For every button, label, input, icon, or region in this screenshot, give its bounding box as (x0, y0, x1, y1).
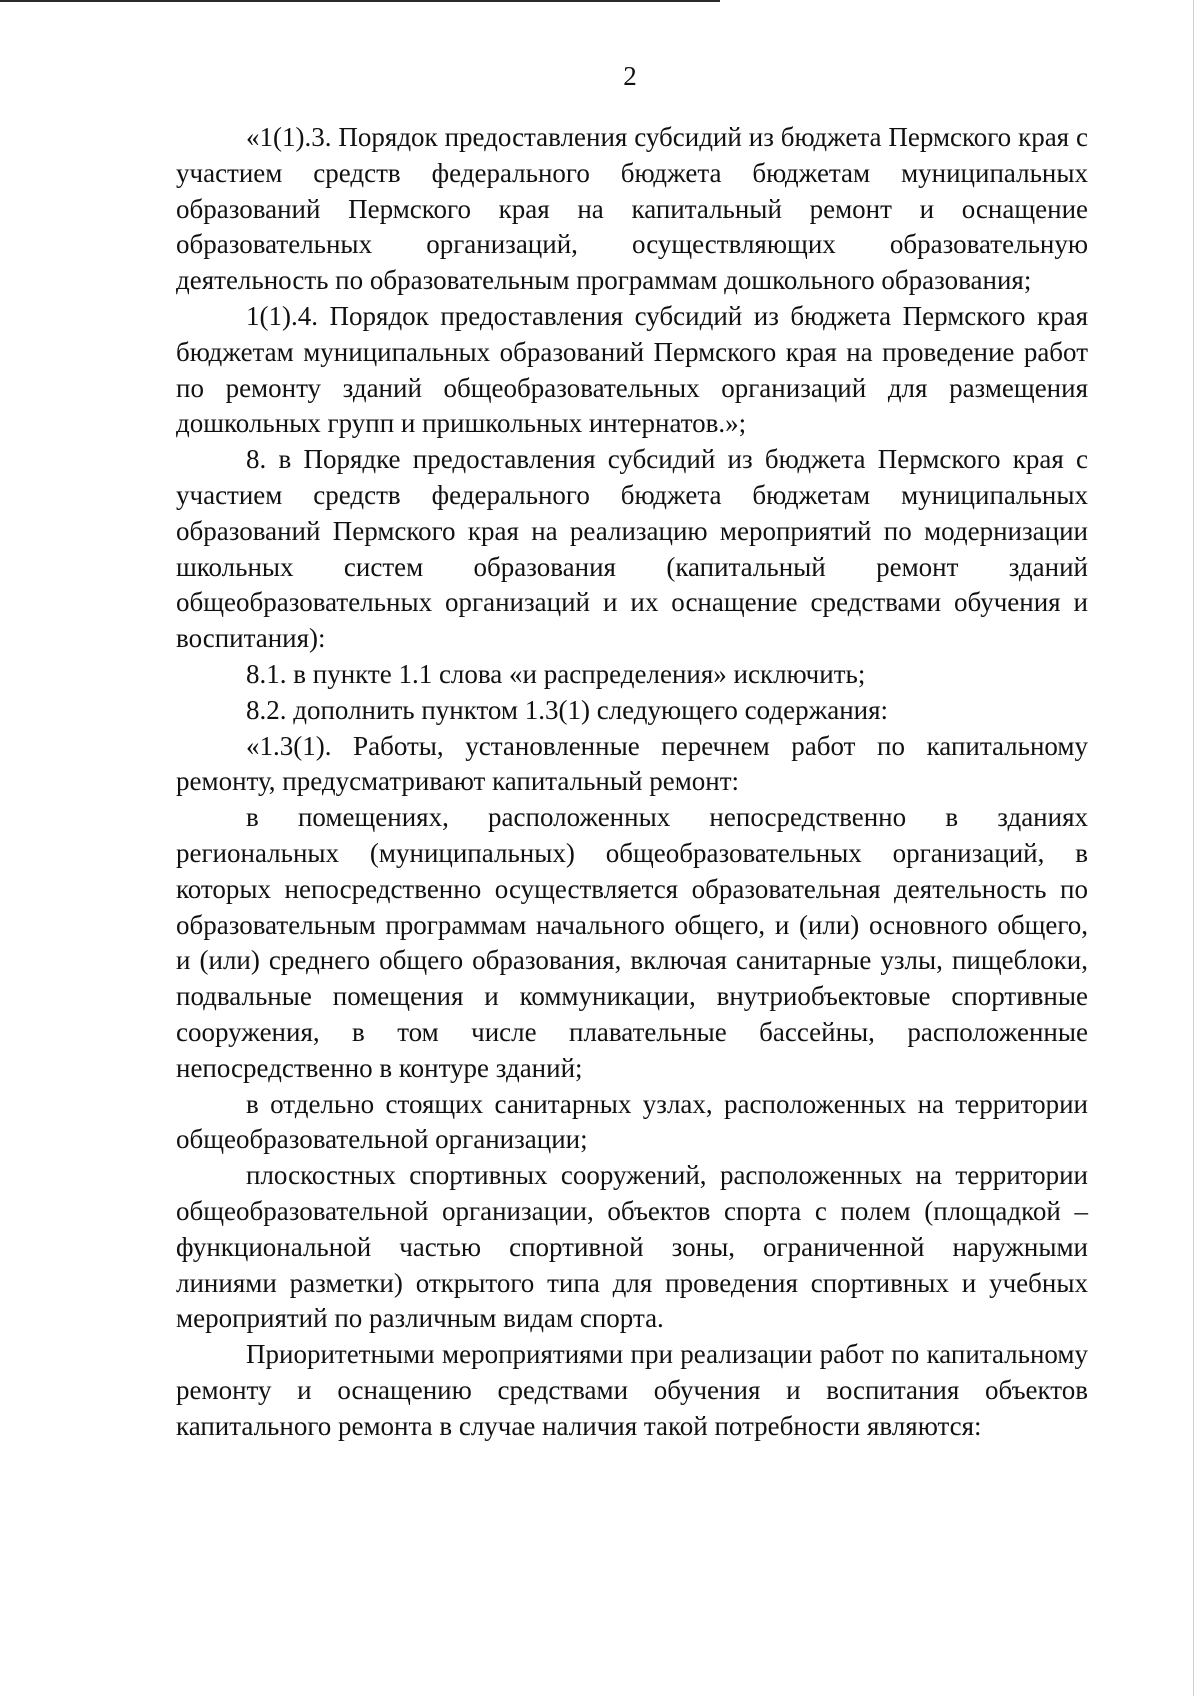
paragraph-8: 8. в Порядке предоставления субсидий из бюджета Пермского края с участием средств федерального бюджета бюджетам муниципальных образований Пермского края на реализацию мероприятий по модернизации школьных систем образования (капитальный ремонт зданий общеобразовательных организаций и их оснащение средствами обучения и воспитания): (176, 444, 1088, 654)
paragraph-premises: в помещениях, расположенных непосредственно в зданиях региональных (муниципальных) общеобразовательных организаций, в которых непосредственно осуществляется образовательная деятельность по образовательным программам начального общего, и (или) основного общего, и (или) среднего общего образования, включая санитарные узлы, пищеблоки, подвальные помещения и коммуникации, внутриобъектовые спортивные сооружения, в том числе плавательные бассейны, расположенные непосредственно в контуре зданий; (176, 802, 1088, 1083)
paragraph-sanitary-units: в отдельно стоящих санитарных узлах, расположенных на территории общеобразовательной организации; (176, 1088, 1088, 1155)
paragraph-8-2: 8.2. дополнить пунктом 1.3(1) следующего содержания: (246, 694, 889, 725)
scan-edge-top (0, 0, 720, 2)
paragraph-priority-measures: Приоритетными мероприятиями при реализации работ по капитальному ремонту и оснащению средствами обучения и воспитания объектов капитального ремонта в случае наличия такой потребности являются: (176, 1339, 1088, 1441)
paragraph-1-3-1: «1.3(1). Работы, установленные перечнем работ по капитальному ремонту, предусматривают капитальный ремонт: (176, 730, 1088, 797)
scan-edge-right (1193, 0, 1194, 1696)
document-body (176, 120, 1088, 1444)
page-number: 2 (623, 61, 637, 91)
paragraph-1-1-4: 1(1).4. Порядок предоставления субсидий из бюджета Пермского края бюджетам муниципальных образований Пермского края на проведение работ по ремонту зданий общеобразовательных организаций для размещения дошкольных групп и пришкольных интернатов.»; (176, 300, 1088, 439)
paragraph-8-1: 8.1. в пункте 1.1 слова «и распределения» исключить; (246, 658, 866, 689)
paragraph-sports-facilities: плоскостных спортивных сооружений, расположенных на территории общеобразовательной организации, объектов спорта с полем (площадкой – функциональной частью спортивной зоны, ограниченной наружными линиями разметки) открытого типа для проведения спортивных и учебных мероприятий по различным видам спорта. (176, 1160, 1088, 1334)
paragraph-1-1-3: «1(1).3. Порядок предоставления субсидий из бюджета Пермского края с участием средств федерального бюджета бюджетам муниципальных образований Пермского края на капитальный ремонт и оснащение образовательных организаций, осуществляющих образовательную деятельность по образовательным программам дошкольного образования; (176, 122, 1088, 296)
